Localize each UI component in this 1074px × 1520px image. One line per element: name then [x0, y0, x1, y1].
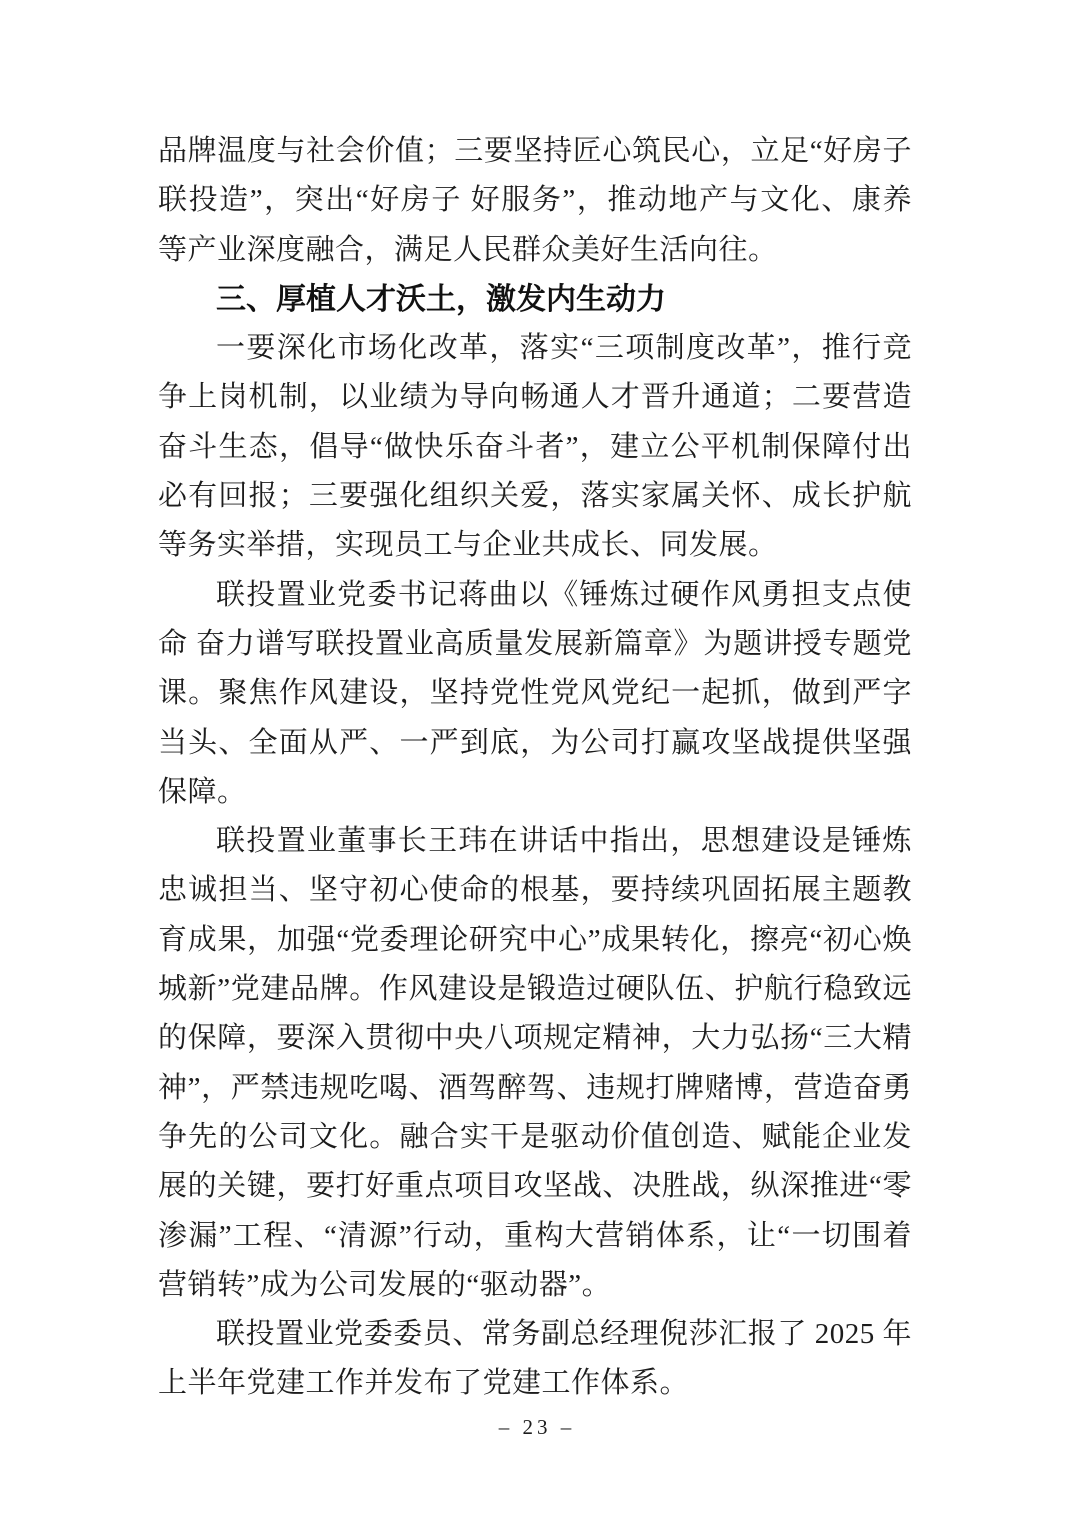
paragraph-chairman-speech: 联投置业董事长王玮在讲话中指出，思想建设是锤炼忠诚担当、坚守初心使命的根基，要持续巩固拓展主题教育成果，加强“党委理论研究中心”成果转化，擦亮“初心焕城新”党建品牌。作风建设是锻造过硬队伍、护航行稳致远的保障，要深入贯彻中央八项规定精神，大力弘扬“三大精神”，严禁违规吃喝、酒驾醉驾、违规打牌赌博，营造奋勇争先的公司文化。融合实干是驱动价值创造、赋能企业发展的关键，要打好重点项目攻坚战、决胜战，纵深推进“零渗漏”工程、“清源”行动，重构大营销体系，让“一切围着营销转”成为公司发展的“驱动器”。: [158, 825, 912, 1301]
paragraph-work-report: 联投置业党委委员、常务副总经理倪莎汇报了 2025 年上半年党建工作并发布了党建工作体系。: [158, 1318, 912, 1400]
page-number: – 23 –: [498, 1415, 576, 1439]
paragraph-continuation: 品牌温度与社会价值；三要坚持匠心筑民心，立足“好房子联投造”，突出“好房子 好服务”，推动地产与文化、康养等产业深度融合，满足人民群众美好生活向往。: [158, 135, 912, 266]
paragraph-party-lecture: 联投置业党委书记蒋曲以《锤炼过硬作风勇担支点使命 奋力谱写联投置业高质量发展新篇章》为题讲授专题党课。聚焦作风建设，坚持党性党风党纪一起抓，做到严字当头、全面从严、一严到底，为公司打赢攻坚战提供坚强保障。: [158, 578, 912, 808]
section-heading: 三、厚植人才沃土，激发内生动力: [216, 282, 666, 316]
page-body-text: [158, 127, 912, 1409]
paragraph-reform: 一要深化市场化改革，落实“三项制度改革”，推行竞争上岗机制，以业绩为导向畅通人才晋升通道；二要营造奋斗生态，倡导“做快乐奋斗者”，建立公平机制保障付出必有回报；三要强化组织关爱，落实家属关怀、成长护航等务实举措，实现员工与企业共成长、同发展。: [158, 332, 912, 562]
